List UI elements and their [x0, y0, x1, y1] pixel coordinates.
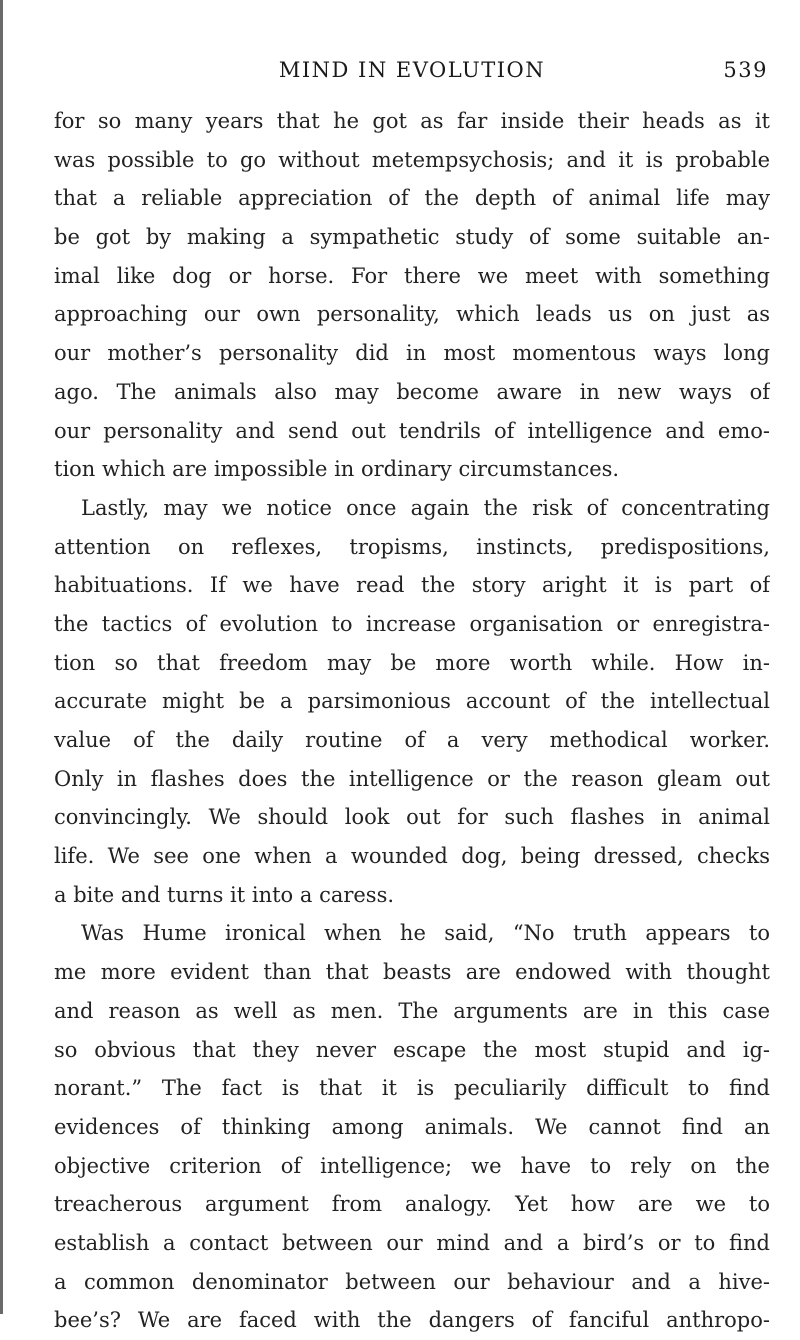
text-line: ago. The animals also may become aware in new ways of [54, 379, 770, 404]
running-header [54, 58, 770, 88]
text-line: so obvious that they never escape the most stupid and ig- [54, 1037, 770, 1062]
text-line: norant.” The fact is that it is peculiarily difficult to find [54, 1076, 770, 1101]
text-line: imal like dog or horse. For there we meet with something [54, 263, 770, 288]
text-line: that a reliable appreciation of the depth of animal life may [54, 186, 770, 211]
text-line: establish a contact between our mind and a bird’s or to find [54, 1230, 770, 1255]
text-line: our mother’s personality did in most momentous ways long [54, 341, 770, 366]
running-title: MIND IN EVOLUTION [278, 58, 546, 82]
text-line: evidences of thinking among animals. We cannot find an [54, 1114, 770, 1139]
text-line: for so many years that he got as far inside their heads as it [54, 109, 770, 133]
text-line: Only in flashes does the intelligence or the reason gleam out [54, 766, 770, 791]
paragraph-start-line: Was Hume ironical when he said, “No truth appears to [81, 921, 770, 946]
text-line: accurate might be a parsimonious account of the intellectual [54, 689, 770, 714]
page-edge-shadow [0, 0, 3, 1314]
text-line: treacherous argument from analogy. Yet how are we to [54, 1192, 770, 1217]
text-line: our personality and send out tendrils of intelligence and emo- [54, 418, 770, 443]
text-line: value of the daily routine of a very methodical worker. [54, 728, 770, 752]
body-text [54, 102, 770, 1340]
text-line: me more evident than that beasts are endowed with thought [54, 960, 770, 985]
text-line: a common denominator between our behaviour and a hive- [54, 1269, 770, 1294]
text-line: was possible to go without metempsychosis; and it is probable [54, 147, 770, 172]
text-line: convincingly. We should look out for such flashes in animal [54, 805, 770, 830]
text-line: attention on reflexes, tropisms, instincts, predispositions, [54, 534, 770, 559]
text-line: and reason as well as men. The arguments are in this case [54, 998, 770, 1023]
text-line: the tactics of evolution to increase organisation or enregistra- [54, 611, 770, 636]
text-line: life. We see one when a wounded dog, being dressed, checks [54, 844, 770, 869]
text-line: tion which are impossible in ordinary circumstances. [54, 457, 620, 482]
text-line: bee’s? We are faced with the dangers of fanciful anthropo- [54, 1308, 770, 1333]
text-line: tion so that freedom may be more worth while. How in- [54, 650, 770, 675]
text-line: be got by making a sympathetic study of some suitable an- [54, 225, 770, 250]
paragraph-start-line: Lastly, may we notice once again the risk of concentrating [81, 495, 770, 520]
page-number: 539 [723, 58, 768, 82]
text-line: approaching our own personality, which leads us on just as [54, 302, 770, 327]
text-line: habituations. If we have read the story aright it is part of [54, 573, 770, 598]
text-line: a bite and turns it into a caress. [54, 882, 395, 907]
text-line: objective criterion of intelligence; we have to rely on the [54, 1153, 770, 1178]
book-page [54, 58, 770, 1340]
